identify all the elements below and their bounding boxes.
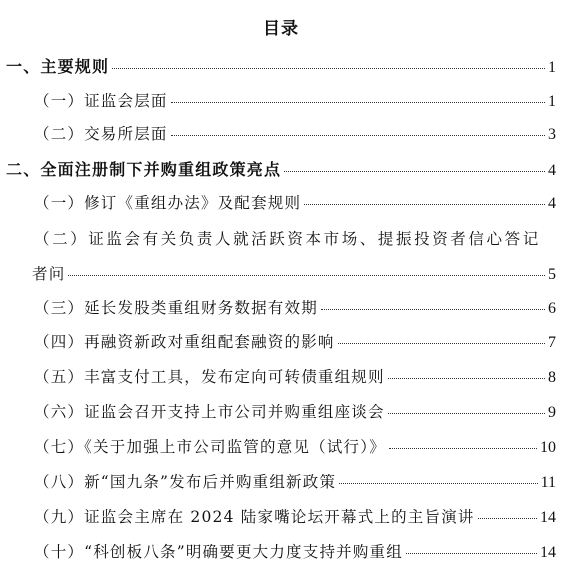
dot-leader	[304, 204, 545, 205]
toc-entry-lujiazui-speech[interactable]	[34, 505, 556, 527]
dot-leader	[112, 68, 545, 69]
toc-entry-page: 4	[548, 162, 556, 179]
dot-leader	[321, 309, 545, 310]
toc-entry-qa-line1[interactable]: （二）证监会有关负责人就活跃资本市场、提振投资者信心答记	[34, 230, 541, 248]
toc-entry-label: （三）延长发股类重组财务数据有效期	[34, 299, 318, 317]
toc-entry-supervision-opinion[interactable]	[34, 435, 556, 457]
toc-entry-page: 14	[540, 544, 556, 561]
dot-leader	[389, 448, 537, 449]
toc-entry-qa-line2[interactable]	[32, 262, 556, 284]
dot-leader	[388, 378, 545, 379]
toc-entry-label: （一）修订《重组办法》及配套规则	[34, 194, 302, 212]
toc-entry-nine-articles[interactable]	[34, 470, 556, 492]
toc-entry-page: 5	[548, 266, 556, 283]
toc-entry-symposium[interactable]	[34, 400, 556, 422]
toc-entry-policy-highlights[interactable]	[6, 157, 556, 180]
toc-entry-label: （九）证监会主席在 2024 陆家嘴论坛开幕式上的主旨演讲	[34, 508, 475, 526]
toc-entry-payment-tools[interactable]	[34, 365, 556, 387]
toc-entry-refinancing[interactable]	[34, 330, 556, 352]
toc-entry-page: 8	[548, 369, 556, 386]
toc-entry-label: （八）新“国九条”发布后并购重组新政策	[34, 473, 337, 491]
toc-entry-main-rules[interactable]	[6, 54, 556, 77]
toc-entry-page: 1	[548, 59, 556, 76]
dot-leader	[68, 275, 545, 276]
toc-entry-financial-validity[interactable]	[34, 296, 556, 318]
toc-entry-label: （四）再融资新政对重组配套融资的影响	[34, 333, 335, 351]
toc-entry-page: 1	[548, 93, 556, 110]
toc-entry-label: 一、主要规则	[6, 57, 110, 76]
dot-leader	[171, 102, 545, 103]
dot-leader	[284, 171, 545, 172]
toc-entry-label: 者问	[32, 265, 66, 283]
toc-entry-page: 14	[540, 509, 556, 526]
toc-entry-page: 7	[548, 334, 556, 351]
dot-leader	[406, 553, 537, 554]
toc-entry-label: （一）证监会层面	[34, 92, 168, 110]
dot-leader	[478, 518, 537, 519]
dot-leader	[338, 343, 545, 344]
toc-entry-label: （二）交易所层面	[34, 125, 168, 143]
toc-entry-page: 10	[540, 439, 556, 456]
toc-entry-label: 二、全面注册制下并购重组政策亮点	[6, 160, 282, 179]
toc-entry-label: （六）证监会召开支持上市公司并购重组座谈会	[34, 403, 385, 421]
toc-entry-label: （十）“科创板八条”明确要更大力度支持并购重组	[34, 543, 403, 561]
toc-entry-label: （七）《关于加强上市公司监管的意见（试行）》	[34, 438, 386, 456]
dot-leader	[388, 413, 545, 414]
dot-leader	[171, 135, 545, 136]
toc-entry-exchange-level[interactable]	[34, 122, 556, 144]
toc-entry-page: 3	[548, 126, 556, 143]
toc-entry-star-market[interactable]	[34, 540, 556, 562]
toc-entry-page: 11	[540, 474, 556, 491]
dot-leader	[339, 483, 537, 484]
toc-entry-csrc-level[interactable]	[34, 89, 556, 111]
toc-entry-label: （五）丰富支付工具，发布定向可转债重组规则	[34, 368, 385, 386]
toc-entry-page: 6	[548, 300, 556, 317]
toc-entry-page: 4	[548, 195, 556, 212]
page-title: 目录	[263, 19, 299, 39]
toc-entry-page: 9	[548, 404, 556, 421]
toc-entry-revised-rules[interactable]	[34, 191, 556, 213]
